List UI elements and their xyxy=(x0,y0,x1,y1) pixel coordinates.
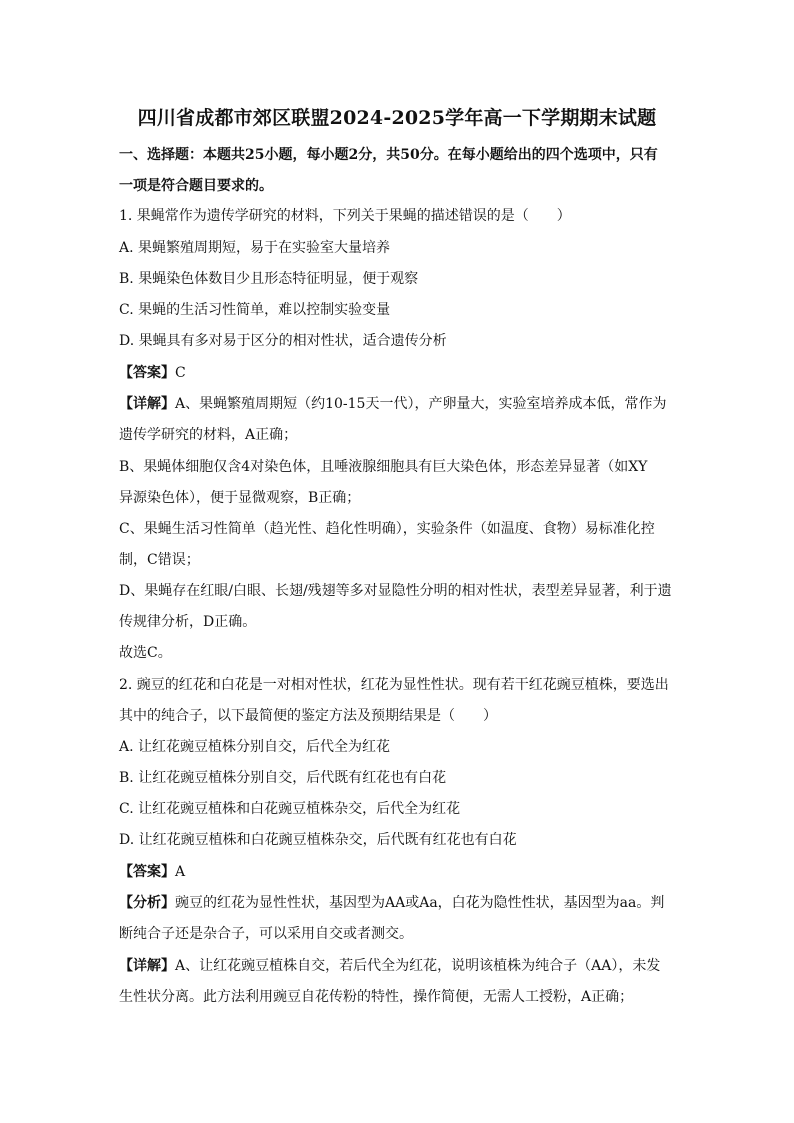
q2-detail-text-1: A、让红花豌豆植株自交，若后代全为红花，说明该植株为纯合子（AA），未发 xyxy=(175,958,661,974)
q2-detail-tag: 【详解】 xyxy=(119,958,175,974)
q2-detail-line-1 xyxy=(119,956,660,976)
q1-stem: 1. 果蝇常作为遗传学研究的材料，下列关于果蝇的描述错误的是（ ） xyxy=(119,208,571,224)
q2-analysis-line-1 xyxy=(119,893,664,913)
q1-detail-text-1: A、果蝇繁殖周期短（约10-15天一代），产卵量大，实验室培养成本低，常作为 xyxy=(175,396,667,412)
q1-option-d: D. 果蝇具有多对易于区分的相对性状，适合遗传分析 xyxy=(119,333,447,349)
q2-analysis-tag: 【分析】 xyxy=(119,895,175,911)
q2-option-b: B. 让红花豌豆植株分别自交，后代既有红花也有白花 xyxy=(119,770,447,786)
q1-detail-line-2: 遗传学研究的材料，A正确； xyxy=(119,427,298,443)
q1-answer xyxy=(119,363,186,383)
q1-detail-line-3: B、果蝇体细胞仅含4对染色体，且唾液腺细胞具有巨大染色体，形态差异显著（如XY xyxy=(119,459,648,475)
q1-detail-line-1 xyxy=(119,394,666,414)
section-heading-line-1: 一、选择题：本题共25小题，每小题2分，共50分。在每小题给出的四个选项中，只有 xyxy=(119,147,658,163)
section-heading-line-2: 一项是符合题目要求的。 xyxy=(119,178,273,194)
q1-option-b: B. 果蝇染色体数目少且形态特征明显，便于观察 xyxy=(119,271,419,287)
document-title: 四川省成都市郊区联盟2024-2025学年高一下学期期末试题 xyxy=(137,107,657,129)
q2-detail-line-2: 生性状分离。此方法利用豌豆自花传粉的特性，操作简便，无需人工授粉，A正确； xyxy=(119,989,634,1005)
q1-answer-value: C xyxy=(175,365,186,381)
q2-option-d: D. 让红花豌豆植株和白花豌豆植株杂交，后代既有红花也有白花 xyxy=(119,832,517,848)
q2-stem-line-2: 其中的纯合子，以下最简便的鉴定方法及预期结果是（ ） xyxy=(119,708,497,724)
q2-option-a: A. 让红花豌豆植株分别自交，后代全为红花 xyxy=(119,739,391,755)
q1-detail-line-5: C、果蝇生活习性简单（趋光性、趋化性明确），实验条件（如温度、食物）易标准化控 xyxy=(119,521,655,537)
q2-stem-line-1: 2. 豌豆的红花和白花是一对相对性状，红花为显性性状。现有若干红花豌豆植株，要选出 xyxy=(119,677,669,693)
q1-option-a: A. 果蝇繁殖周期短，易于在实验室大量培养 xyxy=(119,240,391,256)
q1-detail-line-8: 传规律分析，D正确。 xyxy=(119,614,257,630)
q1-conclusion: 故选C。 xyxy=(119,645,172,661)
q2-answer-value: A xyxy=(175,864,186,880)
q1-answer-tag: 【答案】 xyxy=(119,365,175,381)
q2-analysis-line-2: 断纯合子还是杂合子，可以采用自交或者测交。 xyxy=(119,926,413,942)
q1-detail-line-6: 制，C错误； xyxy=(119,552,200,568)
q1-detail-line-7: D、果蝇存在红眼/白眼、长翅/残翅等多对显隐性分明的相对性状，表型差异显著，利于遗 xyxy=(119,583,672,599)
q2-analysis-text-1: 豌豆的红花为显性性状，基因型为AA或Aa，白花为隐性性状，基因型为aa。判 xyxy=(175,895,665,911)
q1-detail-line-4: 异源染色体），便于显微观察，B正确； xyxy=(119,490,361,506)
q2-option-c: C. 让红花豌豆植株和白花豌豆植株杂交，后代全为红花 xyxy=(119,801,461,817)
q1-option-c: C. 果蝇的生活习性简单，难以控制实验变量 xyxy=(119,302,391,318)
q1-detail-tag: 【详解】 xyxy=(119,396,175,412)
q2-answer xyxy=(119,862,185,882)
q2-answer-tag: 【答案】 xyxy=(119,864,175,880)
